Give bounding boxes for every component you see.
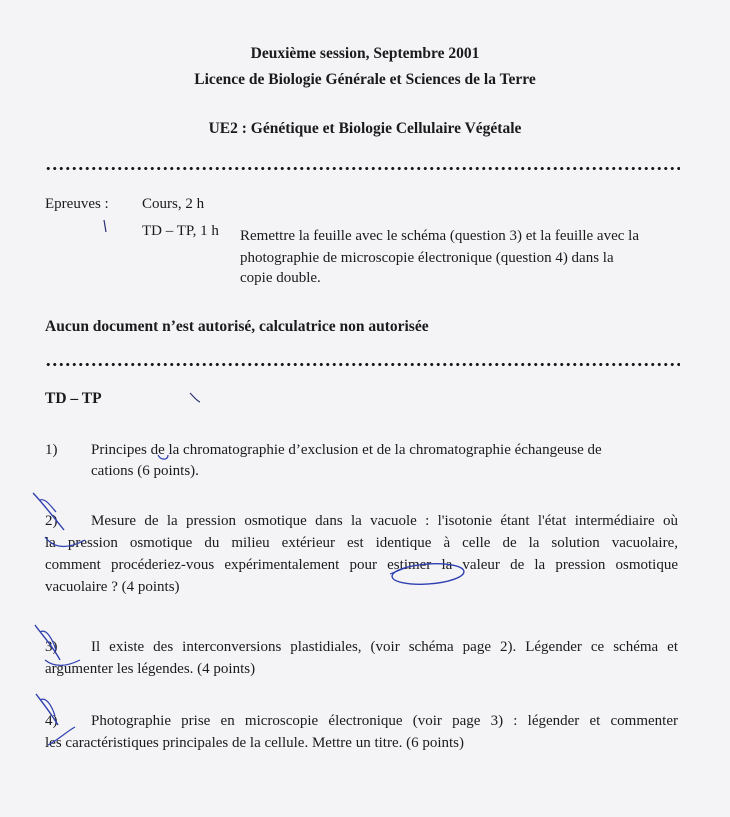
question-2-line4: vacuolaire ? (4 points) xyxy=(45,579,180,595)
question-1-line1: Principes de la chromatographie d’exclusion et de la chromatographie échangeuse de xyxy=(91,442,602,458)
question-4-line1: Photographie prise en microscopie électronique (voir page 3) : légender et commenter xyxy=(91,713,678,729)
question-4-first-line xyxy=(45,710,678,732)
licence-title: Licence de Biologie Générale et Sciences de la Terre xyxy=(194,71,536,88)
pen-squiggle-mark xyxy=(190,393,200,402)
question-2-line2: la pression osmotique du milieu extérieur est identique à celle de la solution vacuolaire, xyxy=(45,535,678,551)
question-3-first-line xyxy=(45,636,678,658)
section-title: TD – TP xyxy=(45,390,102,407)
question-2-first-line xyxy=(45,510,678,532)
td-instruction-line3: copie double. xyxy=(240,270,321,286)
epreuves-label: Epreuves : xyxy=(45,196,109,212)
notice: Aucun document n’est autorisé, calculatrice non autorisée xyxy=(45,318,429,335)
td-instruction-line1: Remettre la feuille avec le schéma (question 3) et la feuille avec la xyxy=(240,228,639,244)
question-1-line2: cations (6 points). xyxy=(91,463,199,479)
question-1-number: 1) xyxy=(45,442,58,458)
question-2-line3: comment procéderiez-vous expérimentalement pour estimer la valeur de la pression osmotique xyxy=(45,557,678,573)
question-3 xyxy=(45,636,678,680)
question-3-number: 3) xyxy=(45,639,58,655)
question-2-line1: Mesure de la pression osmotique dans la vacuole : l'isotonie étant l'état intermédiaire où xyxy=(91,513,678,529)
dotted-divider-2 xyxy=(45,362,680,367)
question-4-line2: les caractéristiques principales de la cellule. Mettre un titre. (6 points) xyxy=(45,735,465,751)
ue-title: UE2 : Génétique et Biologie Cellulaire Végétale xyxy=(208,120,522,137)
td-instruction-line2: photographie de microscopie électronique (question 4) dans la xyxy=(240,250,614,266)
question-2 xyxy=(45,510,678,598)
question-4 xyxy=(45,710,678,754)
question-3-line2: argumenter les légendes. (4 points) xyxy=(45,661,256,677)
question-3-line1: Il existe des interconversions plastidiales, (voir schéma page 2). Légender ce schéma et xyxy=(91,639,678,655)
session-title: Deuxième session, Septembre 2001 xyxy=(250,45,480,62)
question-4-number: 4) xyxy=(45,713,58,729)
td-duration: TD – TP, 1 h xyxy=(142,223,219,239)
dotted-divider xyxy=(45,166,680,171)
cours-duration: Cours, 2 h xyxy=(142,196,205,212)
pen-tick-mark xyxy=(104,220,106,232)
question-2-number: 2) xyxy=(45,513,58,529)
